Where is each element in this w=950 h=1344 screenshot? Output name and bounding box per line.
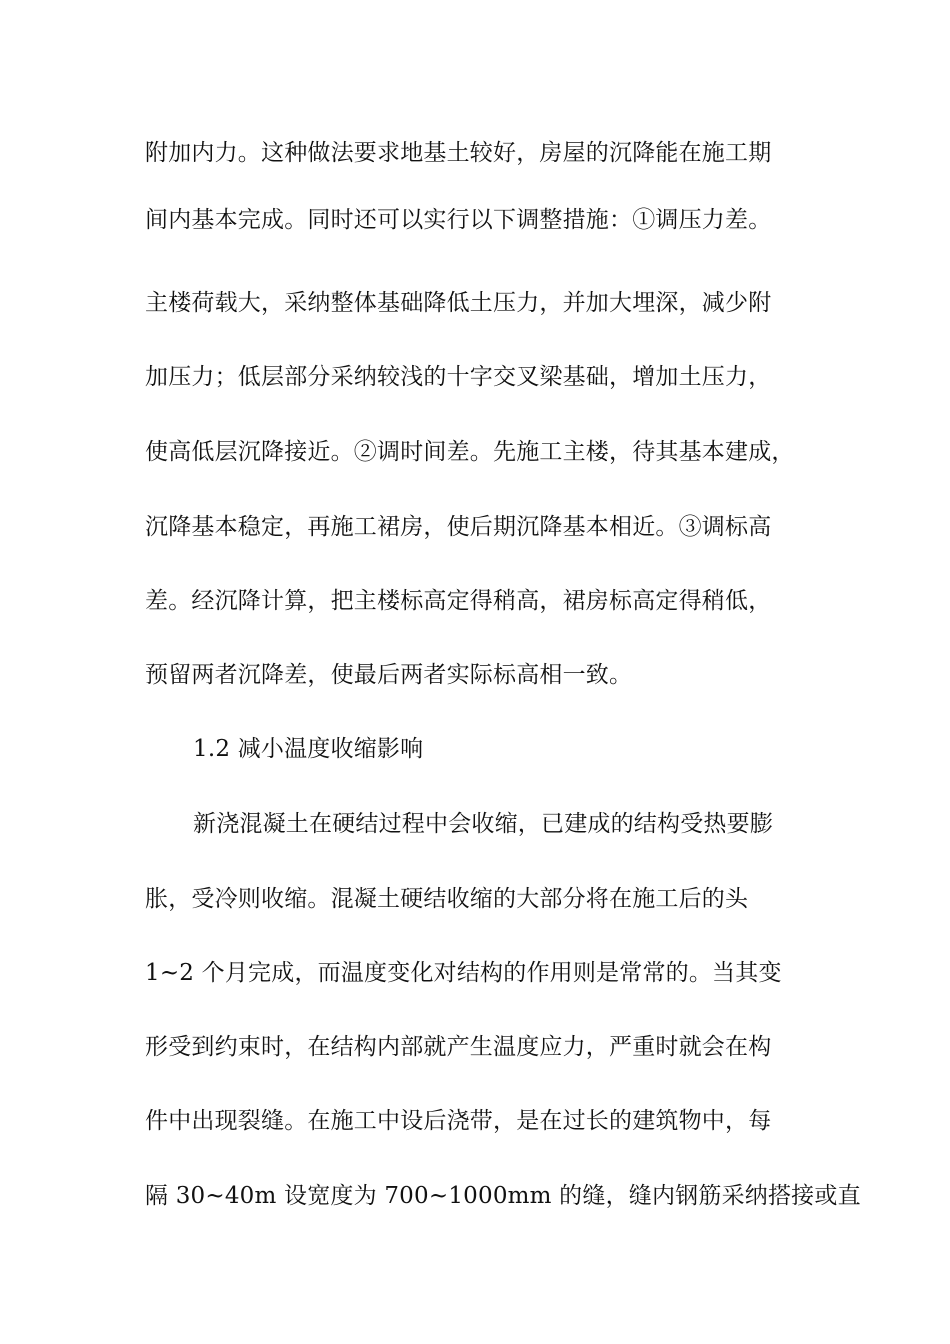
- paragraph-line: 沉降基本稳定，再施工裙房，使后期沉降基本相近。③调标高: [145, 514, 772, 540]
- paragraph-line: 隔 30~40m 设宽度为 700~1000mm 的缝，缝内钢筋采纳搭接或直: [145, 1183, 861, 1209]
- paragraph-line: 形受到约束时，在结构内部就产生温度应力，严重时就会在构: [145, 1034, 772, 1060]
- paragraph-line: 胀，受冷则收缩。混凝土硬结收缩的大部分将在施工后的头: [145, 886, 749, 912]
- section-heading: 1.2 减小温度收缩影响: [193, 736, 424, 762]
- paragraph-line: 附加内力。这种做法要求地基土较好，房屋的沉降能在施工期: [145, 140, 772, 166]
- paragraph-line: 1~2 个月完成，而温度变化对结构的作用则是常常的。当其变: [145, 960, 782, 986]
- paragraph-line: 新浇混凝土在硬结过程中会收缩，已建成的结构受热要膨: [193, 811, 773, 837]
- paragraph-line: 间内基本完成。同时还可以实行以下调整措施：①调压力差。: [145, 207, 772, 233]
- paragraph-line: 预留两者沉降差，使最后两者实际标高相一致。: [145, 662, 633, 688]
- paragraph-line: 件中出现裂缝。在施工中设后浇带，是在过长的建筑物中，每: [145, 1108, 772, 1134]
- paragraph-line: 主楼荷载大，采纳整体基础降低土压力，并加大埋深，减少附: [145, 290, 772, 316]
- paragraph-line: 使高低层沉降接近。②调时间差。先施工主楼，待其基本建成，: [145, 439, 795, 465]
- paragraph-line: 差。经沉降计算，把主楼标高定得稍高，裙房标高定得稍低，: [145, 588, 772, 614]
- paragraph-line: 加压力；低层部分采纳较浅的十字交叉梁基础，增加土压力，: [145, 364, 772, 390]
